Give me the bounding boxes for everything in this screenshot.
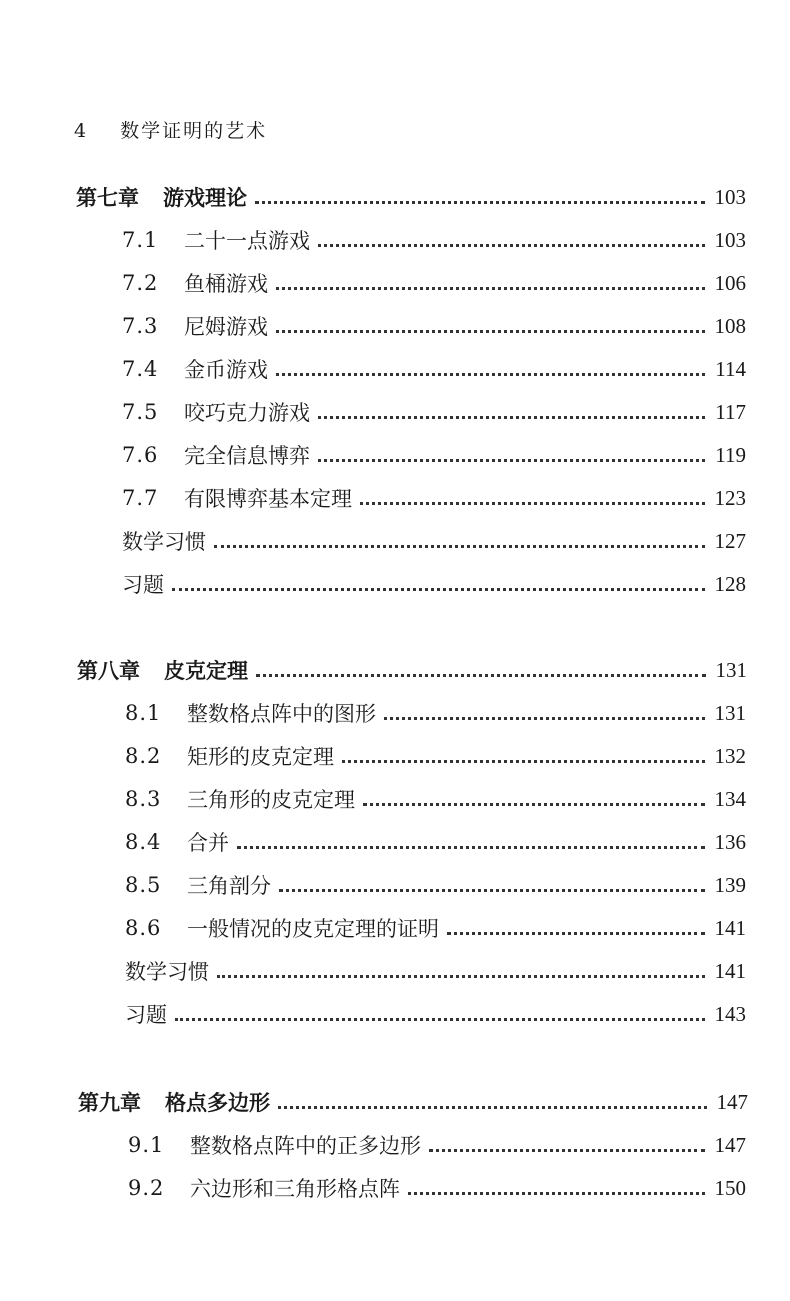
section-page: 127 <box>714 528 746 553</box>
section-page: 106 <box>714 270 746 295</box>
toc-entry[interactable] <box>122 483 746 513</box>
section-title: 数学习惯 <box>125 960 209 984</box>
section-page: 141 <box>714 958 746 983</box>
leader-dots <box>429 1147 705 1152</box>
section-number: 8.1 <box>125 701 162 725</box>
section-title: 习题 <box>125 1003 167 1027</box>
toc-entry[interactable] <box>125 870 746 900</box>
section-title: 咬巧克力游戏 <box>184 401 310 425</box>
page-number: 4 <box>74 120 89 142</box>
toc-entry[interactable] <box>128 1173 746 1203</box>
chapter-page: 147 <box>716 1089 748 1114</box>
section-page: 131 <box>714 700 746 725</box>
toc-entry[interactable] <box>122 397 746 427</box>
section-page: 114 <box>715 356 746 381</box>
chapter-page: 103 <box>714 184 746 209</box>
toc-entry[interactable] <box>125 913 746 943</box>
toc-entry[interactable] <box>122 354 746 384</box>
section-page: 136 <box>714 829 746 854</box>
section-title: 尼姆游戏 <box>184 315 268 339</box>
toc-entry[interactable] <box>122 311 746 341</box>
leader-dots <box>214 543 705 548</box>
toc-entry[interactable] <box>122 225 746 255</box>
leader-dots <box>276 371 705 376</box>
section-page: 143 <box>714 1001 746 1026</box>
section-number: 8.5 <box>125 873 162 897</box>
toc-entry[interactable] <box>125 827 746 857</box>
running-head <box>74 116 267 143</box>
section-page: 132 <box>714 743 746 768</box>
section-title: 矩形的皮克定理 <box>187 745 334 769</box>
leader-dots <box>318 242 705 247</box>
leader-dots <box>384 715 705 720</box>
leader-dots <box>255 199 705 204</box>
section-number: 7.4 <box>122 357 159 381</box>
chapter-heading[interactable] <box>76 182 746 212</box>
section-title: 鱼桶游戏 <box>184 272 268 296</box>
chapter-heading[interactable] <box>77 655 747 685</box>
section-title: 习题 <box>122 573 164 597</box>
section-number: 7.5 <box>122 400 159 424</box>
section-title: 整数格点阵中的正多边形 <box>190 1134 421 1158</box>
leader-dots <box>217 973 705 978</box>
section-number: 7.6 <box>122 443 159 467</box>
toc-entry[interactable] <box>128 1130 746 1160</box>
section-number: 8.2 <box>125 744 162 768</box>
leader-dots <box>342 758 705 763</box>
section-page: 150 <box>714 1175 746 1200</box>
toc-entry[interactable] <box>125 741 746 771</box>
section-page: 103 <box>714 227 746 252</box>
section-number: 7.1 <box>122 228 159 252</box>
toc-entry[interactable] <box>122 569 746 599</box>
toc-entry[interactable] <box>122 268 746 298</box>
section-title: 整数格点阵中的图形 <box>187 702 376 726</box>
chapter-label: 第九章 <box>78 1091 141 1115</box>
toc-entry[interactable] <box>125 698 746 728</box>
section-number: 8.3 <box>125 787 162 811</box>
leader-dots <box>318 457 705 462</box>
section-page: 108 <box>714 313 746 338</box>
leader-dots <box>256 672 706 677</box>
toc-entry[interactable] <box>122 440 746 470</box>
section-title: 三角形的皮克定理 <box>187 788 355 812</box>
section-page: 119 <box>715 442 746 467</box>
section-title: 金币游戏 <box>184 358 268 382</box>
section-page: 117 <box>715 399 746 424</box>
leader-dots <box>276 328 705 333</box>
section-title: 有限博弈基本定理 <box>184 487 352 511</box>
section-page: 128 <box>714 571 746 596</box>
section-number: 8.6 <box>125 916 162 940</box>
section-page: 141 <box>714 915 746 940</box>
section-number: 7.2 <box>122 271 159 295</box>
chapter-heading[interactable] <box>78 1087 748 1117</box>
chapter-page: 131 <box>715 657 747 682</box>
leader-dots <box>279 887 705 892</box>
section-title: 完全信息博弈 <box>184 444 310 468</box>
section-page: 123 <box>714 485 746 510</box>
leader-dots <box>360 500 705 505</box>
section-title: 数学习惯 <box>122 530 206 554</box>
leader-dots <box>278 1104 707 1109</box>
leader-dots <box>237 844 705 849</box>
book-title: 数学证明的艺术 <box>120 120 268 142</box>
leader-dots <box>175 1016 705 1021</box>
section-title: 六边形和三角形格点阵 <box>190 1177 400 1201</box>
section-title: 三角剖分 <box>187 874 271 898</box>
section-page: 139 <box>714 872 746 897</box>
leader-dots <box>447 930 705 935</box>
chapter-label: 第八章 <box>77 659 140 683</box>
section-number: 7.3 <box>122 314 159 338</box>
chapter-title: 格点多边形 <box>165 1091 270 1115</box>
section-title: 二十一点游戏 <box>184 229 310 253</box>
section-title: 一般情况的皮克定理的证明 <box>187 917 439 941</box>
toc-entry[interactable] <box>125 999 746 1029</box>
chapter-label: 第七章 <box>76 186 139 210</box>
section-number: 8.4 <box>125 830 162 854</box>
toc-entry[interactable] <box>122 526 746 556</box>
section-number: 9.2 <box>128 1176 165 1200</box>
section-number: 9.1 <box>128 1133 165 1157</box>
chapter-title: 皮克定理 <box>164 659 248 683</box>
toc-entry[interactable] <box>125 784 746 814</box>
leader-dots <box>408 1190 705 1195</box>
leader-dots <box>363 801 705 806</box>
leader-dots <box>318 414 705 419</box>
toc-entry[interactable] <box>125 956 746 986</box>
leader-dots <box>172 586 705 591</box>
section-page: 134 <box>714 786 746 811</box>
section-page: 147 <box>714 1132 746 1157</box>
section-title: 合并 <box>187 831 229 855</box>
section-number: 7.7 <box>122 486 159 510</box>
chapter-title: 游戏理论 <box>163 186 247 210</box>
leader-dots <box>276 285 705 290</box>
